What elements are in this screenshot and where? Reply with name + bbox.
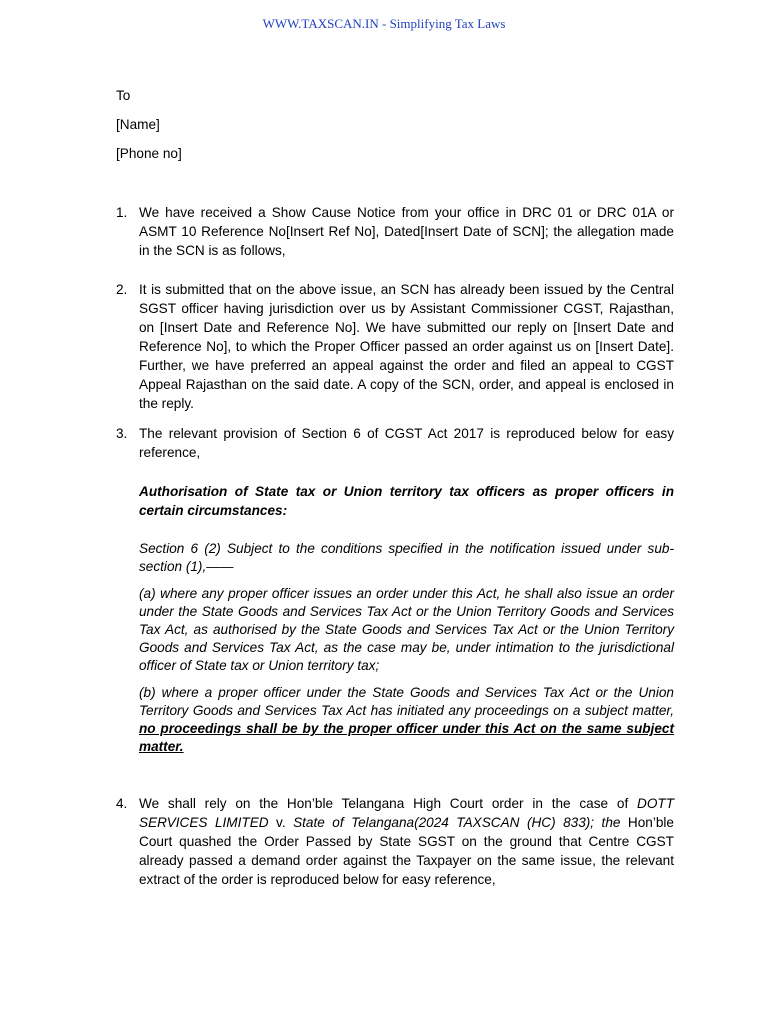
item-number: 2.: [116, 282, 128, 297]
case-respondent: State of Telangana(2024 TAXSCAN (HC) 833); the: [293, 815, 621, 830]
list-item: [116, 203, 674, 260]
list-item: [116, 794, 674, 889]
addressee-to: To: [116, 88, 131, 103]
list-item: [116, 280, 674, 413]
list-item: [116, 424, 674, 462]
item-number: 3.: [116, 426, 128, 441]
site-header: WWW.TAXSCAN.IN - Simplifying Tax Laws: [262, 16, 506, 31]
item4-text-2: v.: [268, 815, 294, 830]
item-text: [139, 794, 674, 889]
provision-heading: Authorisation of State tax or Union territory tax officers as proper officers in certain circumstances:: [139, 484, 674, 518]
item4-text-1: We shall rely on the Hon’ble Telangana High Court order in the case of: [139, 796, 637, 811]
item4-text-3: Hon’ble Court quashed the Order Passed by State SGST on the ground that Centre CGST already passed a demand order against the Taxpayer on the same issue, the relevant extract of the order is reproduced below for easy reference,: [139, 815, 674, 887]
item-text: The relevant provision of Section 6 of CGST Act 2017 is reproduced below for easy reference,: [139, 426, 674, 460]
item-text: We have received a Show Cause Notice from your office in DRC 01 or DRC 01A or ASMT 10 Reference No[Insert Ref No], Dated[Insert Date of SCN]; the allegation made in the SCN is as follows,: [139, 205, 674, 258]
clause-b-text: (b) where a proper officer under the State Goods and Services Tax Act or the Union Territory Goods and Services Tax Act has initiated any proceedings on a subject matter,: [139, 685, 674, 718]
item-number: 4.: [116, 796, 128, 811]
provision-clause-b: [139, 684, 674, 756]
case-name: DOTT SERVICES LIMITED: [139, 796, 674, 830]
clause-b-emphasis: no proceedings shall be by the proper officer under this Act on the same subject matter.: [139, 721, 674, 754]
item-number: 1.: [116, 205, 128, 220]
addressee-phone: [Phone no]: [116, 146, 182, 161]
provision-section: Section 6 (2) Subject to the conditions specified in the notification issued under sub-section (1),——: [139, 541, 674, 574]
addressee-name: [Name]: [116, 117, 160, 132]
provision-clause-a: (a) where any proper officer issues an order under this Act, he shall also issue an order under the State Goods and Services Tax Act or the Union Territory Goods and Services Tax Act, as authorised by the State Goods and Services Tax Act or the Union Territory Goods and Services Tax Act, as the case may be, under intimation to the jurisdictional officer of State tax or Union territory tax;: [139, 586, 674, 673]
item-text: It is submitted that on the above issue, an SCN has already been issued by the Central SGST officer having jurisdiction over us by Assistant Commissioner CGST, Rajasthan, on [Insert Date and Reference No]. We have submitted our reply on [Insert Date and Reference No], to which the Proper Officer passed an order against us on [Insert Date]. Further, we have preferred an appeal against the order and filed an appeal to CGST Appeal Rajasthan on the said date. A copy of the SCN, order, and appeal is enclosed in the reply.: [139, 282, 674, 411]
